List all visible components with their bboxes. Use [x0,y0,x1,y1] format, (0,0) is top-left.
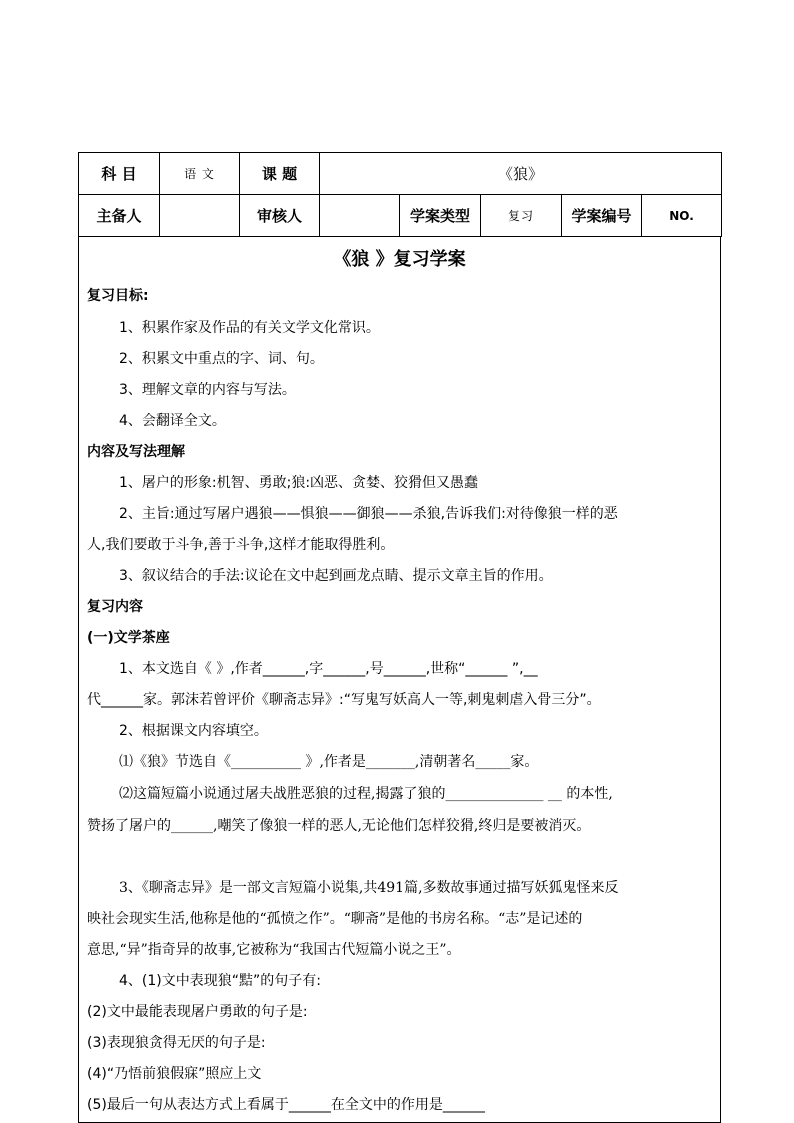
question-2-2-line-1: ⑵这篇短篇小说通过屠夫战胜恶狼的过程,揭露了狼的______________ __ 的本性, [119,786,613,802]
section1-heading: (一)文学茶座 [87,630,170,646]
topic-value: 《狼》 [320,153,722,195]
question-1-line-2: 代______家。郭沫若曾评价《聊斋志异》:“写鬼写妖高人一等,刺鬼刺虐入骨三分”。 [87,692,601,708]
content-heading: 内容及写法理解 [87,444,185,460]
question-2-1: ⑴《狼》节选自《__________ 》,作者是_______,清朝著名_____家。 [119,754,539,770]
document-body [78,237,721,1123]
goal-item: 2、积累文中重点的字、词、句。 [119,351,324,367]
goal-item: 4、会翻译全文。 [119,413,226,429]
question-4-5: (5)最后一句从表达方式上看属于______在全文中的作用是______ [87,1097,485,1113]
reviewer-label: 审核人 [240,195,320,237]
question-3-line-3: 意思,“异”指奇异的故事,它被称为“我国古代短篇小说之王”。 [87,942,461,958]
plan-type-label: 学案类型 [400,195,481,237]
plan-no-value: NO. [642,195,722,237]
review-heading: 复习内容 [87,599,143,615]
question-2-2-line-2: 赞扬了屠户的______,嘲笑了像狼一样的恶人,无论他们怎样狡猾,终归是要被消灭。 [87,818,591,834]
question-1-line-1: 1、本文选自《 》,作者______,字______,号______,世称“______ ”,__ [119,661,538,677]
content-item: 1、屠户的形象:机智、勇敢;狼:凶恶、贪婪、狡猾但又愚蠢 [119,475,479,491]
goals-heading: 复习目标: [87,288,149,304]
content-item: 3、叙议结合的手法:议论在文中起到画龙点睛、提示文章主旨的作用。 [119,568,553,584]
question-4-3: (3)表现狼贪得无厌的句子是: [87,1035,266,1051]
subject-label: 科 目 [79,153,160,195]
subject-value: 语 文 [160,153,240,195]
plan-type-value: 复习 [481,195,562,237]
header-table [78,152,722,237]
goal-item: 1、积累作家及作品的有关文学文化常识。 [119,320,380,336]
reviewer-value [320,195,400,237]
question-4: 4、(1)文中表现狼“黠”的句子有: [119,973,321,989]
content-item: 2、主旨:通过写屠户遇狼——惧狼——御狼——杀狼,告诉我们:对待像狼一样的恶 [119,506,618,522]
document-title: 《狼 》复习学案 [333,249,466,270]
question-2: 2、根据课文内容填空。 [119,723,268,739]
preparer-value [160,195,240,237]
content-item: 人,我们要敢于斗争,善于斗争,这样才能取得胜利。 [87,537,395,553]
question-4-4: (4)“乃悟前狼假寐”照应上文 [87,1066,262,1082]
question-3-line-2: 映社会现实生活,他称是他的“孤愤之作”。“聊斋”是他的书房名称。“志”是记述的 [87,911,583,927]
preparer-label: 主备人 [79,195,160,237]
plan-no-label: 学案编号 [562,195,642,237]
topic-label: 课 题 [240,153,320,195]
study-sheet [78,152,721,1123]
question-3-line-1: 3、《聊斋志异》是一部文言短篇小说集,共491篇,多数故事通过描写妖狐鬼怪来反 [119,880,619,896]
goal-item: 3、理解文章的内容与写法。 [119,382,296,398]
question-4-2: (2)文中最能表现屠户勇敢的句子是: [87,1004,308,1020]
